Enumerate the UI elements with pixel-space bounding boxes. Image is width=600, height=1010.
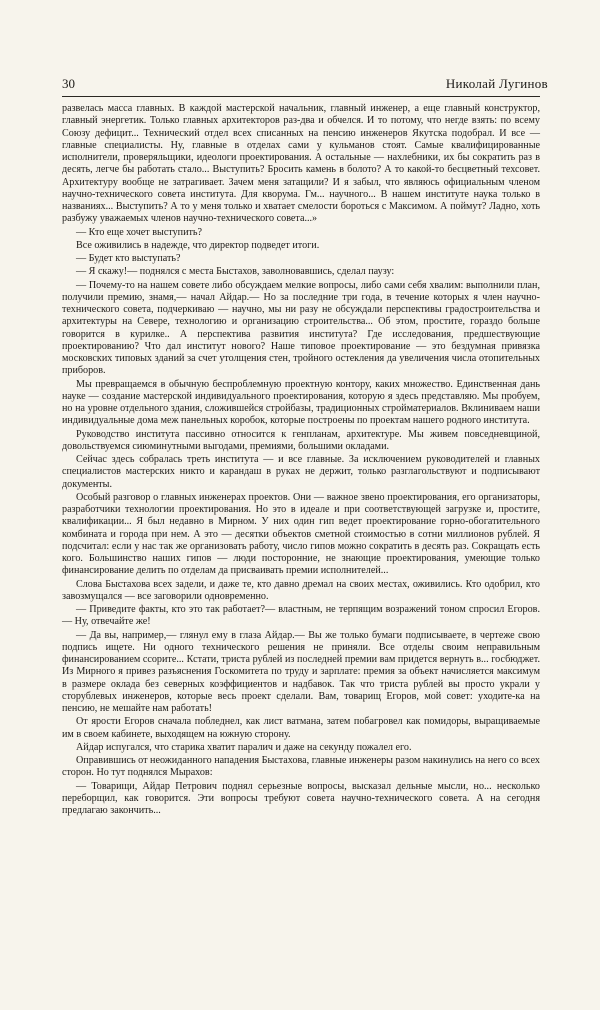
paragraph: — Приведите факты, кто это так работает?— властным, не терпящим возражений тоном спросил Егоров.— Ну, отвечайте же! (62, 604, 540, 628)
paragraph: — Почему-то на нашем совете либо обсуждаем мелкие вопросы, либо сами себя хвалим: выполнили план, получили премию, знамя,— начал Айдар.— Но за последние три года, в течение которых я член научно-технического совета, подчеркиваю — научно, мы ни разу не обсуждали перспективы градостроительства и архитектуры на Севере, технологию и организацию строительства... Об этом, простите, гораздо больше говорится в курилке.. А перспектива развития института? Где исследования, предшествующие проектированию? Что дал институт нового? Наше типовое проектирование — это бездумная привязка московских типовых зданий за счет утолщения стен, тройного остекления да увеличения числа отопительных приборов. (62, 279, 540, 377)
paragraph: — Товарищи, Айдар Петрович поднял серьезные вопросы, высказал дельные мысли, но... несколько переборщил, как говорится. Эти вопросы требуют совета научно-технического совета. А на сегодня предлагаю закончить... (62, 780, 540, 816)
paragraph: Руководство института пассивно относится к генпланам, архитектуре. Мы живем повседневщиной, довольствуемся сиюминутными выгодами, премиями, большими окладами. (62, 428, 540, 452)
paragraph: Оправившись от неожиданного нападения Быстахова, главные инженеры разом накинулись на него со всех сторон. Но тут поднялся Мырахов: (62, 755, 540, 779)
paragraph: Сейчас здесь собралась треть института — и все главные. За исключением руководителей и главных специалистов мастерских никто и карандаш в руках не держит, только разглагольствуют и подписывают документы. (62, 454, 540, 490)
page-number: 30 (62, 76, 75, 91)
paragraph: Все оживились в надежде, что директор подведет итоги. (76, 239, 320, 251)
paragraph: Айдар испугался, что старика хватит паралич и даже на секунду пожалел его. (76, 741, 412, 753)
paragraph: развелась масса главных. В каждой мастерской начальник, главный инженер, а еще главный конструктор, главный энергетик. Только главных архитекторов раз-два и обчелся. И то потому, что негде взять: по всему Союзу дефицит... Технический отдел всех списанных на пенсию инженеров Якутска подобрал. И все — главные специалисты. Ну, главные в отделах сами у кульманов стоят. Самые квалифицированные исполнители, проверяльщики, идеологи проектирования. А остальные — нахлебники, их бы сократить раз в десять, легче бы работать стало... Выступить? Бросить камень в болото? А то какой-то бесцветный техсовет. Архитектуру вообще не затрагивает. Зачем меня затащили? И я забыл, что являюсь официальным членом научно-технического совета института. Для кворума. Гм... научного... В нашем институте наука только в названиях... Выступить? А то у меня только и хватает смелости бороться с Максимом. А поймут? Ладно, хоть разбужу уважаемых членов научно-технического совета...» (62, 103, 540, 225)
paragraph: Мы превращаемся в обычную беспроблемную проектную контору, каких множество. Единственная дань науке — создание мастерской индивидуального проектирования, которую я здесь представляю. Мы пробуем, но на уровне отдельного здания, сложившейся стройбазы, традиционных стройматериалов. Вклиниваем наши индивидуальные дома меж панельных коробок, которые построены по проектам нашего родного института. (62, 378, 540, 427)
paragraph: От ярости Егоров сначала побледнел, как лист ватмана, затем побагровел как помидоры, выращиваемые им в своем кабинете, выходящем на южную сторону. (62, 716, 540, 740)
paragraph: — Кто еще хочет выступить? (76, 226, 203, 238)
running-header (62, 62, 548, 97)
paragraph: Особый разговор о главных инженерах проектов. Они — важное звено проектирования, его организаторы, разработчики технологии проектирования. Но это в идеале и при соответствующей загрузке и, простите, квалификации... Я был недавно в Мирном. У них один гип ведет проектирование горно-обогатительного комбината и города при нем. А это — десятки объектов сметной стоимостью в сотни миллионов рублей. Я подсчитал: если у нас так же организовать работу, число гипов можно сократить в десять раз. Сокращать есть кого. Большинство наших гипов — люди посторонние, не знающие проектирования, умеющие только финансирование делить по отделам да присваивать премии исполнителей... (62, 491, 540, 577)
paragraph: — Да вы, например,— глянул ему в глаза Айдар.— Вы же только бумаги подписываете, в чертеже свою подпись ищете. Ни одного технического решения не приняли. Все отделы своим неправильным финансированием ссорите... Кстати, триста рублей из последней премии вам придется вернуть в... госбюджет. Из Мирного я привез разъяснения Госкомитета по труду и зарплате: премия за объект начисляется максимум в размере оклада без северных коэффициентов и надбавок. Так что триста рублей вы просто украли у сторублевых инженеров, которые весь проект сделали. Вам, товарищ Егоров, мой совет: уходите-ка на пенсию, не мешайте нам работать! (62, 629, 540, 714)
running-head-author: Николай Лугинов (445, 76, 548, 91)
paragraph: — Я скажу!— поднялся с места Быстахов, заволновавшись, сделал паузу: (76, 266, 395, 278)
paragraph: Слова Быстахова всех задели, и даже те, кто давно дремал на своих местах, оживились. Кто одобрил, кто завозмущался — все заговорили одновременно. (62, 578, 540, 602)
book-page (0, 62, 600, 1010)
body-text (62, 103, 540, 817)
paragraph: — Будет кто выступать? (76, 253, 181, 264)
